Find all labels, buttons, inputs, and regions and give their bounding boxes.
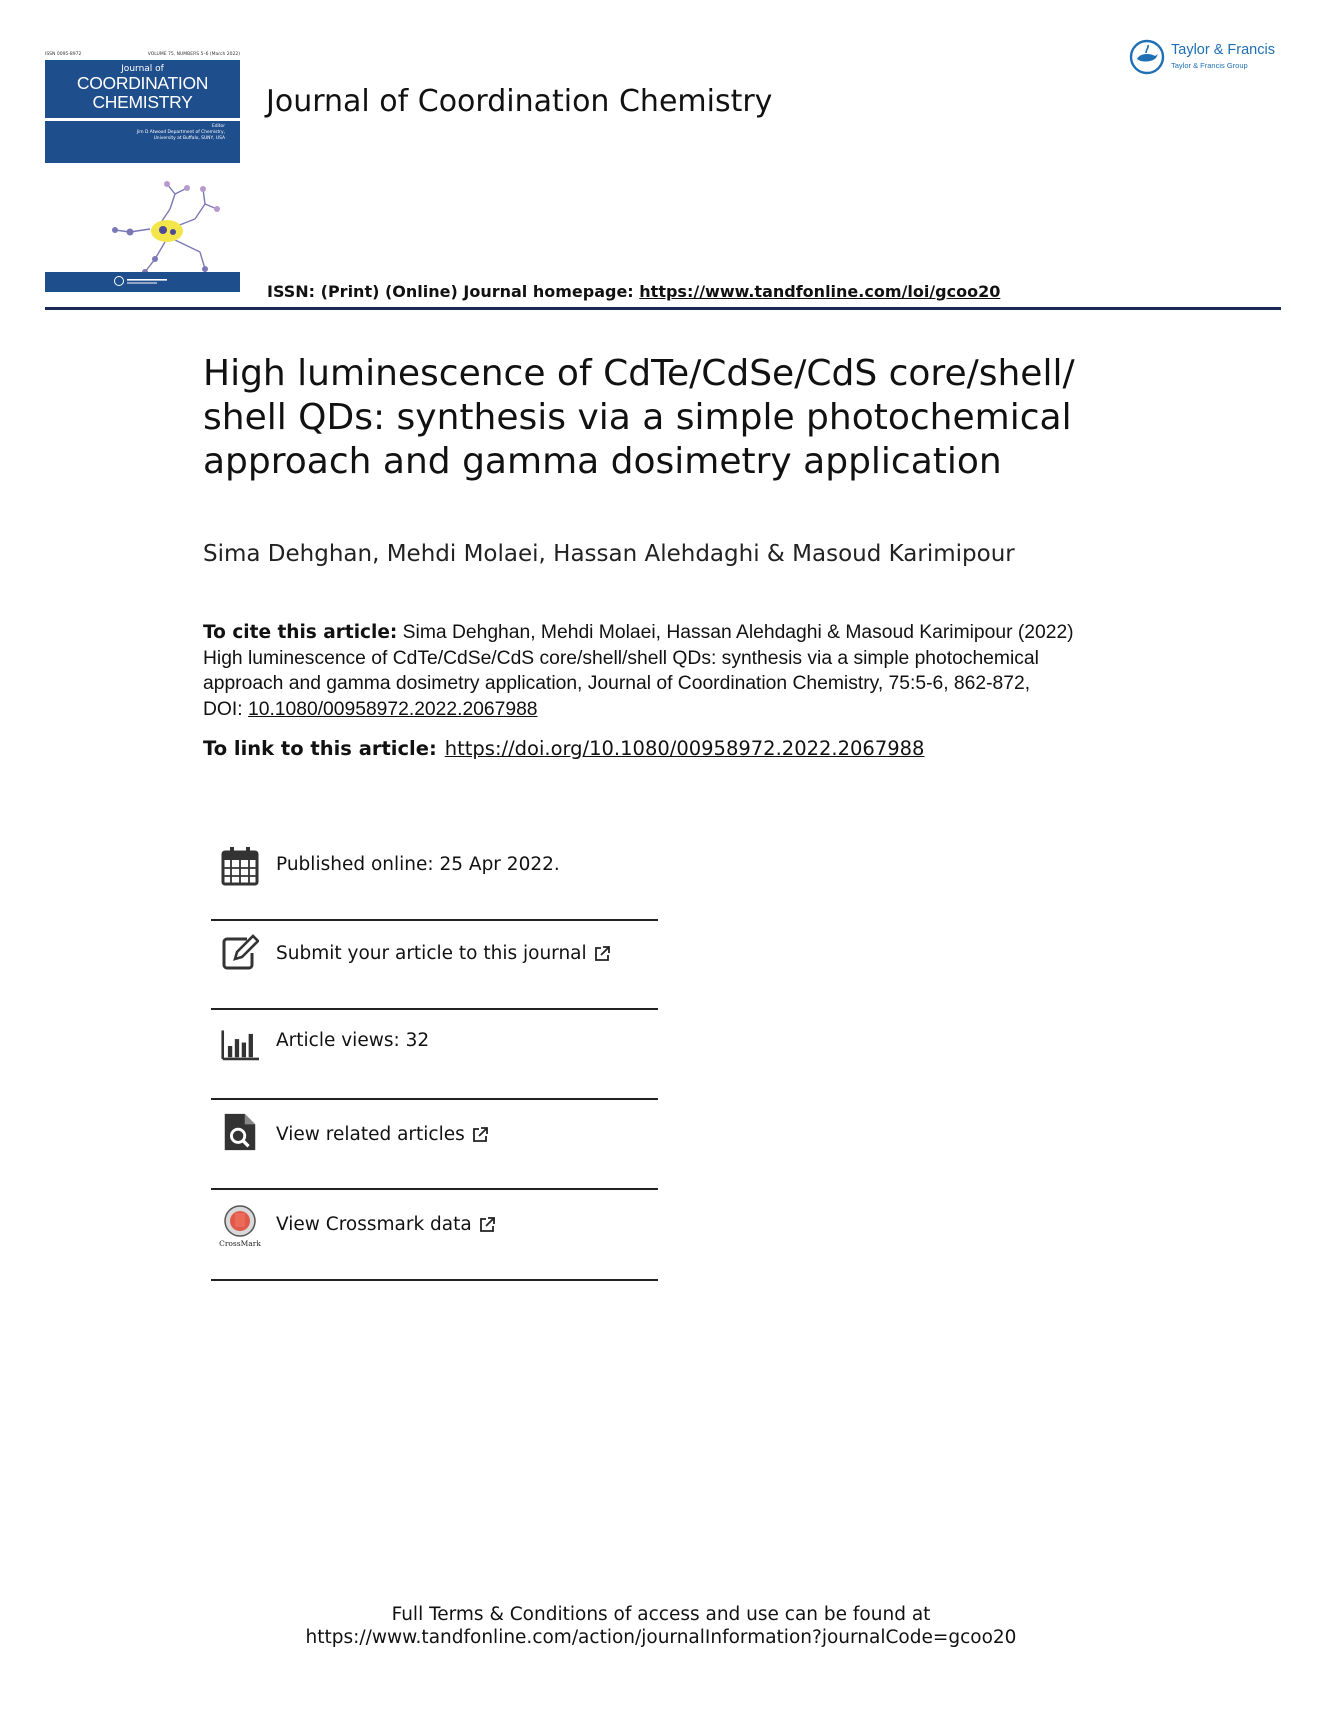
cover-volume: VOLUME 75, NUMBERS 5–6 (March 2022): [147, 52, 240, 57]
citation-line: [203, 620, 1163, 646]
related-articles-label: View related articles: [276, 1124, 465, 1145]
cover-publisher-logo: [113, 275, 173, 287]
publisher-logo[interactable]: [1128, 38, 1288, 78]
article-title-line: High luminescence of CdTe/CdSe/CdS core/shell/: [203, 353, 1075, 394]
citation-authors: Sima Dehghan, Mehdi Molaei, Hassan Alehdaghi & Masoud Karimipour (2022): [397, 622, 1074, 643]
crossmark-link[interactable]: [276, 1214, 496, 1235]
terms-url[interactable]: https://www.tandfonline.com/action/journalInformation?journalCode=gcoo20: [305, 1627, 1017, 1648]
crossmark-label: View Crossmark data: [276, 1214, 472, 1235]
submit-article-label: Submit your article to this journal: [276, 943, 587, 964]
cover-footer-band: [45, 272, 240, 292]
cover-title-of: Journal of: [121, 64, 164, 74]
article-link-line: [203, 737, 924, 760]
citation-doi-label: DOI:: [203, 698, 248, 720]
related-articles-link[interactable]: [276, 1124, 489, 1145]
crossmark-logo-text: CrossMark: [219, 1239, 261, 1248]
related-articles-item[interactable]: [211, 1100, 658, 1188]
article-views-text: Article views: 32: [276, 1030, 430, 1051]
cover-editor: [75, 124, 225, 142]
crossmark-logo: [218, 1204, 262, 1248]
citation-doi-link[interactable]: 10.1080/00958972.2022.2067988: [248, 698, 538, 720]
external-link-icon: [471, 1126, 489, 1144]
citation-line: High luminescence of CdTe/CdSe/CdS core/shell/shell QDs: synthesis via a simple photochemical: [203, 647, 1039, 669]
issn-label: ISSN: (Print) (Online) Journal homepage:: [267, 282, 640, 301]
article-title: [203, 352, 1143, 484]
crossmark-item[interactable]: [211, 1190, 658, 1280]
terms-footer: [0, 1603, 1322, 1649]
article-link-label: To link to this article:: [203, 737, 437, 760]
external-link-icon: [593, 945, 611, 963]
article-title-line: approach and gamma dosimetry application: [203, 441, 1002, 482]
citation-doi-line: [203, 697, 1163, 723]
document-search-icon: [221, 1112, 259, 1152]
journal-cover: [45, 52, 240, 292]
cover-title-line1: COORDINATION: [76, 73, 209, 93]
cover-title-line2: CHEMISTRY: [92, 92, 193, 112]
journal-title: Journal of Coordination Chemistry: [266, 84, 773, 119]
external-link-icon: [478, 1216, 496, 1234]
edit-icon: [221, 933, 259, 973]
journal-homepage-link[interactable]: https://www.tandfonline.com/loi/gcoo20: [639, 282, 1001, 301]
article-views-item: [211, 1010, 658, 1098]
citation-label: To cite this article:: [203, 622, 398, 643]
publisher-name: Taylor & Francis: [1171, 42, 1275, 58]
cover-rule: [45, 118, 240, 121]
published-online-item: [211, 830, 658, 920]
calendar-icon: [221, 846, 259, 886]
cover-editor-name: Jim D Atwood Department of Chemistry,: [136, 130, 225, 135]
issn-line: [267, 282, 1000, 301]
submit-article-item[interactable]: [211, 921, 658, 1009]
submit-article-link[interactable]: [276, 943, 611, 964]
lamp-icon: [1128, 38, 1166, 76]
article-title-line: shell QDs: synthesis via a simple photochemical: [203, 397, 1072, 438]
cover-editor-label: Editor: [212, 124, 225, 129]
info-divider: [211, 1279, 658, 1281]
cover-issn-row: [45, 52, 240, 60]
citation-block: [203, 620, 1163, 722]
terms-line: Full Terms & Conditions of access and use can be found at: [391, 1604, 931, 1625]
article-doi-link[interactable]: https://doi.org/10.1080/00958972.2022.2067988: [444, 737, 925, 760]
article-authors: Sima Dehghan, Mehdi Molaei, Hassan Alehdaghi & Masoud Karimipour: [203, 541, 1015, 567]
bar-chart-icon: [221, 1026, 259, 1066]
publisher-group: Taylor & Francis Group: [1171, 61, 1248, 70]
cover-issn: ISSN 0095-8972: [45, 52, 82, 57]
header-rule: [45, 307, 1281, 310]
cover-editor-affil: University at Buffalo, SUNY, USA: [153, 136, 225, 141]
published-online-text: Published online: 25 Apr 2022.: [276, 854, 560, 875]
citation-line: approach and gamma dosimetry application, Journal of Coordination Chemistry, 75:5-6, 862-872,: [203, 673, 1031, 694]
